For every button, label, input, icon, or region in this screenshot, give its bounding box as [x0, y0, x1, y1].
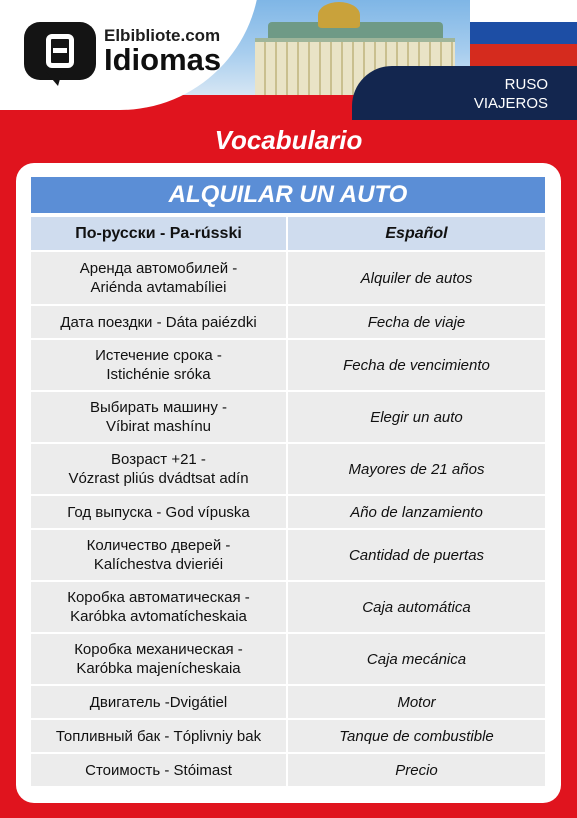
russian-term [74, 640, 243, 678]
spanish-term: Fecha de vencimiento [288, 340, 545, 390]
russian-term-line-1: Возраст +21 - [111, 451, 206, 468]
russian-term [56, 727, 261, 746]
russian-term-cell [31, 754, 286, 786]
table-row [31, 530, 545, 580]
table-row [31, 444, 545, 494]
russian-term [67, 503, 250, 522]
russian-term-line-1: Коробка механическая - [74, 641, 243, 658]
russian-flag-blue-stripe [470, 22, 577, 44]
table-row [31, 252, 545, 304]
brand-site-name: Elbibliote.com [104, 26, 221, 45]
letter-e-icon [46, 34, 74, 68]
column-header-russian: По-русски - Pa-rússki [31, 217, 286, 250]
russian-term-line-1: Стоимость - Stóimast [85, 761, 232, 779]
russian-term-line-2: Kalíchestva dvieriéi [93, 556, 224, 573]
header [0, 0, 577, 120]
russian-term-line-2: Vózrast pliús dvádtsat adín [68, 470, 249, 487]
russian-term-cell [31, 686, 286, 718]
russian-term-line-1: Количество дверей - [86, 537, 231, 554]
speech-bubble-logo-icon [24, 22, 96, 80]
russian-term [90, 398, 227, 436]
russian-term-line-1: Коробка автоматическая - [67, 589, 250, 606]
russian-term [87, 536, 231, 574]
russian-term-cell [31, 634, 286, 684]
table-row [31, 306, 545, 338]
badge-audience: VIAJEROS [473, 95, 548, 112]
table-row [31, 392, 545, 442]
spanish-term: Elegir un auto [288, 392, 545, 442]
russian-term-cell [31, 530, 286, 580]
brand-name: Idiomas [104, 42, 222, 77]
spanish-term: Año de lanzamiento [288, 496, 545, 528]
spanish-term: Caja automática [288, 582, 545, 632]
russian-term-cell [31, 252, 286, 304]
spanish-term: Mayores de 21 años [288, 444, 545, 494]
russian-term-cell [31, 340, 286, 390]
russian-term [68, 450, 248, 488]
table-row [31, 496, 545, 528]
russian-term-line-2: Ariénda avtamabílіei [90, 279, 227, 296]
russian-term-cell [31, 306, 286, 338]
russian-term-cell [31, 496, 286, 528]
table-row [31, 720, 545, 752]
russian-term-line-2: Karóbka avtomatícheskaia [70, 608, 247, 625]
table-row [31, 340, 545, 390]
russian-term-line-2: Víbirat mashínu [105, 418, 212, 435]
table-row [31, 754, 545, 786]
russian-term [80, 259, 238, 297]
spanish-term: Tanque de combustible [288, 720, 545, 752]
spanish-term: Fecha de viaje [288, 306, 545, 338]
russian-flag-white-stripe [470, 0, 577, 22]
spanish-term: Alquiler de autos [288, 252, 545, 304]
russian-term-line-1: Двигатель -Dvigátiel [89, 693, 228, 711]
russian-term-cell [31, 720, 286, 752]
russian-term-line-1: Аренда автомобилей - [79, 260, 238, 277]
russian-term-line-2: Istichénie sróka [106, 366, 211, 383]
spanish-term: Cantidad de puertas [288, 530, 545, 580]
russian-term-line-1: Истечение срока - [95, 347, 222, 364]
russian-term-line-1: Выбирать машину - [90, 399, 227, 416]
russian-term-cell [31, 392, 286, 442]
russian-term [67, 588, 250, 626]
column-header-spanish: Español [288, 217, 545, 250]
spanish-term: Motor [288, 686, 545, 718]
russian-term [85, 761, 232, 780]
palace-dome [318, 2, 360, 28]
page-title: Vocabulario [214, 125, 363, 155]
badge-language: RUSO [504, 76, 548, 93]
spanish-term: Precio [288, 754, 545, 786]
russian-term-line-1: Год выпуска - God vípuska [67, 503, 250, 521]
russian-term-cell [31, 582, 286, 632]
table-row [31, 582, 545, 632]
table-title: ALQUILAR UN AUTO [31, 177, 545, 213]
russian-term [60, 313, 256, 332]
course-badge [352, 66, 577, 120]
russian-term-line-1: Топливный бак - Tóplivniy bak [55, 727, 262, 745]
russian-term-cell [31, 444, 286, 494]
russian-term-line-2: Karóbka majenícheskaia [76, 660, 241, 677]
spanish-term: Caja mecánica [288, 634, 545, 684]
table-row [31, 634, 545, 684]
russian-term [90, 693, 227, 712]
russian-term-line-1: Дата поездки - Dáta paiézdki [60, 313, 257, 331]
russian-term [95, 346, 222, 384]
russian-flag-red-stripe [470, 44, 577, 68]
table-row [31, 686, 545, 718]
